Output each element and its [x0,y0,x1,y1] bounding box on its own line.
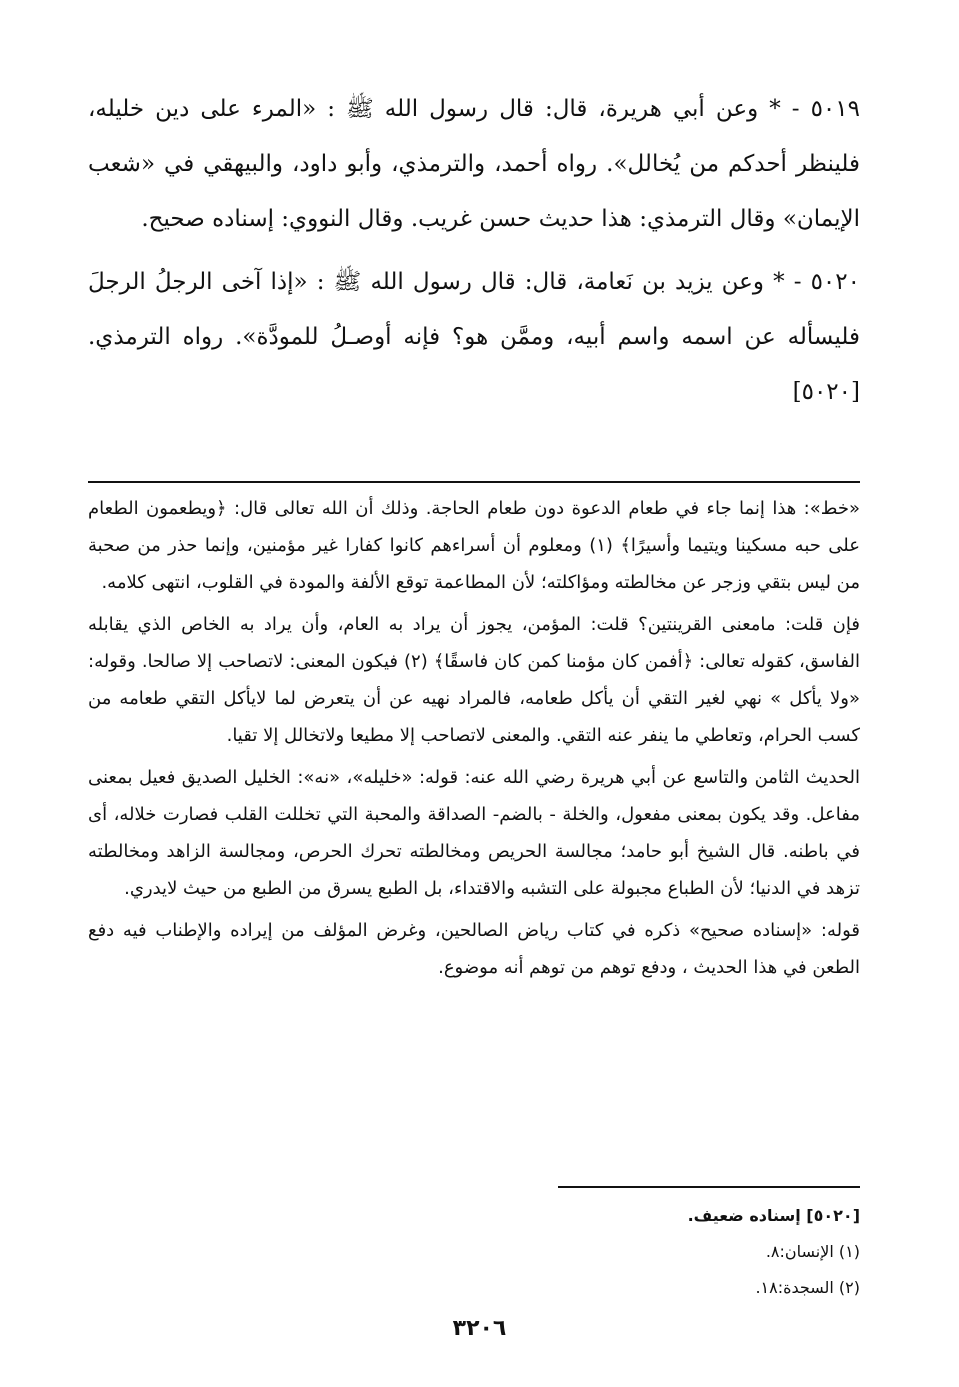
footnote-1: (١) الإنسان:٨. [765,1242,860,1261]
commentary-paragraph-3: الحديث الثامن والتاسع عن أبي هريرة رضي الله عنه: قوله: «خليله»، «نه»: الخليل الصديق فعيل بمعنى مفاعل. وقد يكون بمعنى مفعول، والخلة - بالضم- الصداقة والمحبة التي تخللت القلب فصارت خلاله، أى في باطنه. قال الشيخ أبو حامد؛ مجالسة الحريص ومخالطته تحرك الحرص، ومجالسة الزاهد ومخالطته تزهد في الدنيا؛ لأن الطباع مجبولة على التشبه والاقتداء، بل الطبع يسرق من الطبع من حيث لايدري. [88,767,860,899]
page-number: ٣٢٠٦ [452,1316,507,1341]
commentary-paragraph-4: قوله: «إسناده صحيح» ذكره في كتاب رياض الصالحين، وغرض المؤلف من إيراده والإطناب فيه دفع الطعن في هذا الحديث ، ودفع توهم من توهم أنه موضوع. [88,920,860,978]
commentary-paragraph-2: فإن قلت: مامعنى القرينتين؟ قلت: المؤمن، يجوز أن يراد به العام، وأن يراد به الخاص الذي يقابله الفاسق، كقوله تعالى: ﴿أفمن كان مؤمنا كمن كان فاسقًا﴾ (٢) فيكون المعنى: لاتصاحب إلا صالحا. وقوله: «ولا يأكل » نهي لغير التقي أن يأكل طعامه، فالمراد نهيه عن أن يتعرض لما لايأكل التقي طعامه من كسب الحرام، وتعاطي ما ينفر عنه التقي. والمعنى لاتصاحب إلا مطيعا ولاتخالل إلا تقيا. [88,614,861,746]
footnote-2: (٢) السجدة:١٨. [755,1278,860,1297]
hadith-5020: ٥٠٢٠ - * وعن يزيد بن نَعامة، قال: قال رسول الله ﷺ : «إذا آخى الرجلُ الرجلَ فليسأله عن اسمه واسم أبيه، وممَّن هو؟ فإنه أوصـلُ للمودَّة». رواه الترمذي. [٥٠٢٠] [88,269,860,405]
commentary-block [88,490,860,986]
hadith-5019: ٥٠١٩ - * وعن أبي هريرة، قال: قال رسول الله ﷺ : «المرء على دين خليله، فلينظر أحدكم من يُخالل». رواه أحمد، والترمذي، وأبو داود، والبيهقي في «شعب الإيمان» وقال الترمذي: هذا حديث حسن غريب. وقال النووي: إسناده صحيح. [88,96,860,232]
hadith-text-block [88,82,860,420]
footnotes-block [460,1198,860,1306]
footnote-divider [558,1186,860,1188]
footnote-5020: [٥٠٢٠] إسناده ضعيف. [687,1206,860,1225]
commentary-paragraph-1: «خط»: هذا إنما جاء في طعام الدعوة دون طعام الحاجة. وذلك أن الله تعالى قال: ﴿ويطعمون الطعام على حبه مسكينا ويتيما وأسيرًا﴾ (١) ومعلوم أن أسراءهم كانوا كفارا غير مؤمنين، وإنما حذر من صحبة من ليس بتقي وزجر عن مخالطته ومؤاكلته؛ لأن المطاعمة توقع الألفة والمودة في القلوب، انتهى كلامه. [88,498,861,593]
main-divider [88,481,860,483]
